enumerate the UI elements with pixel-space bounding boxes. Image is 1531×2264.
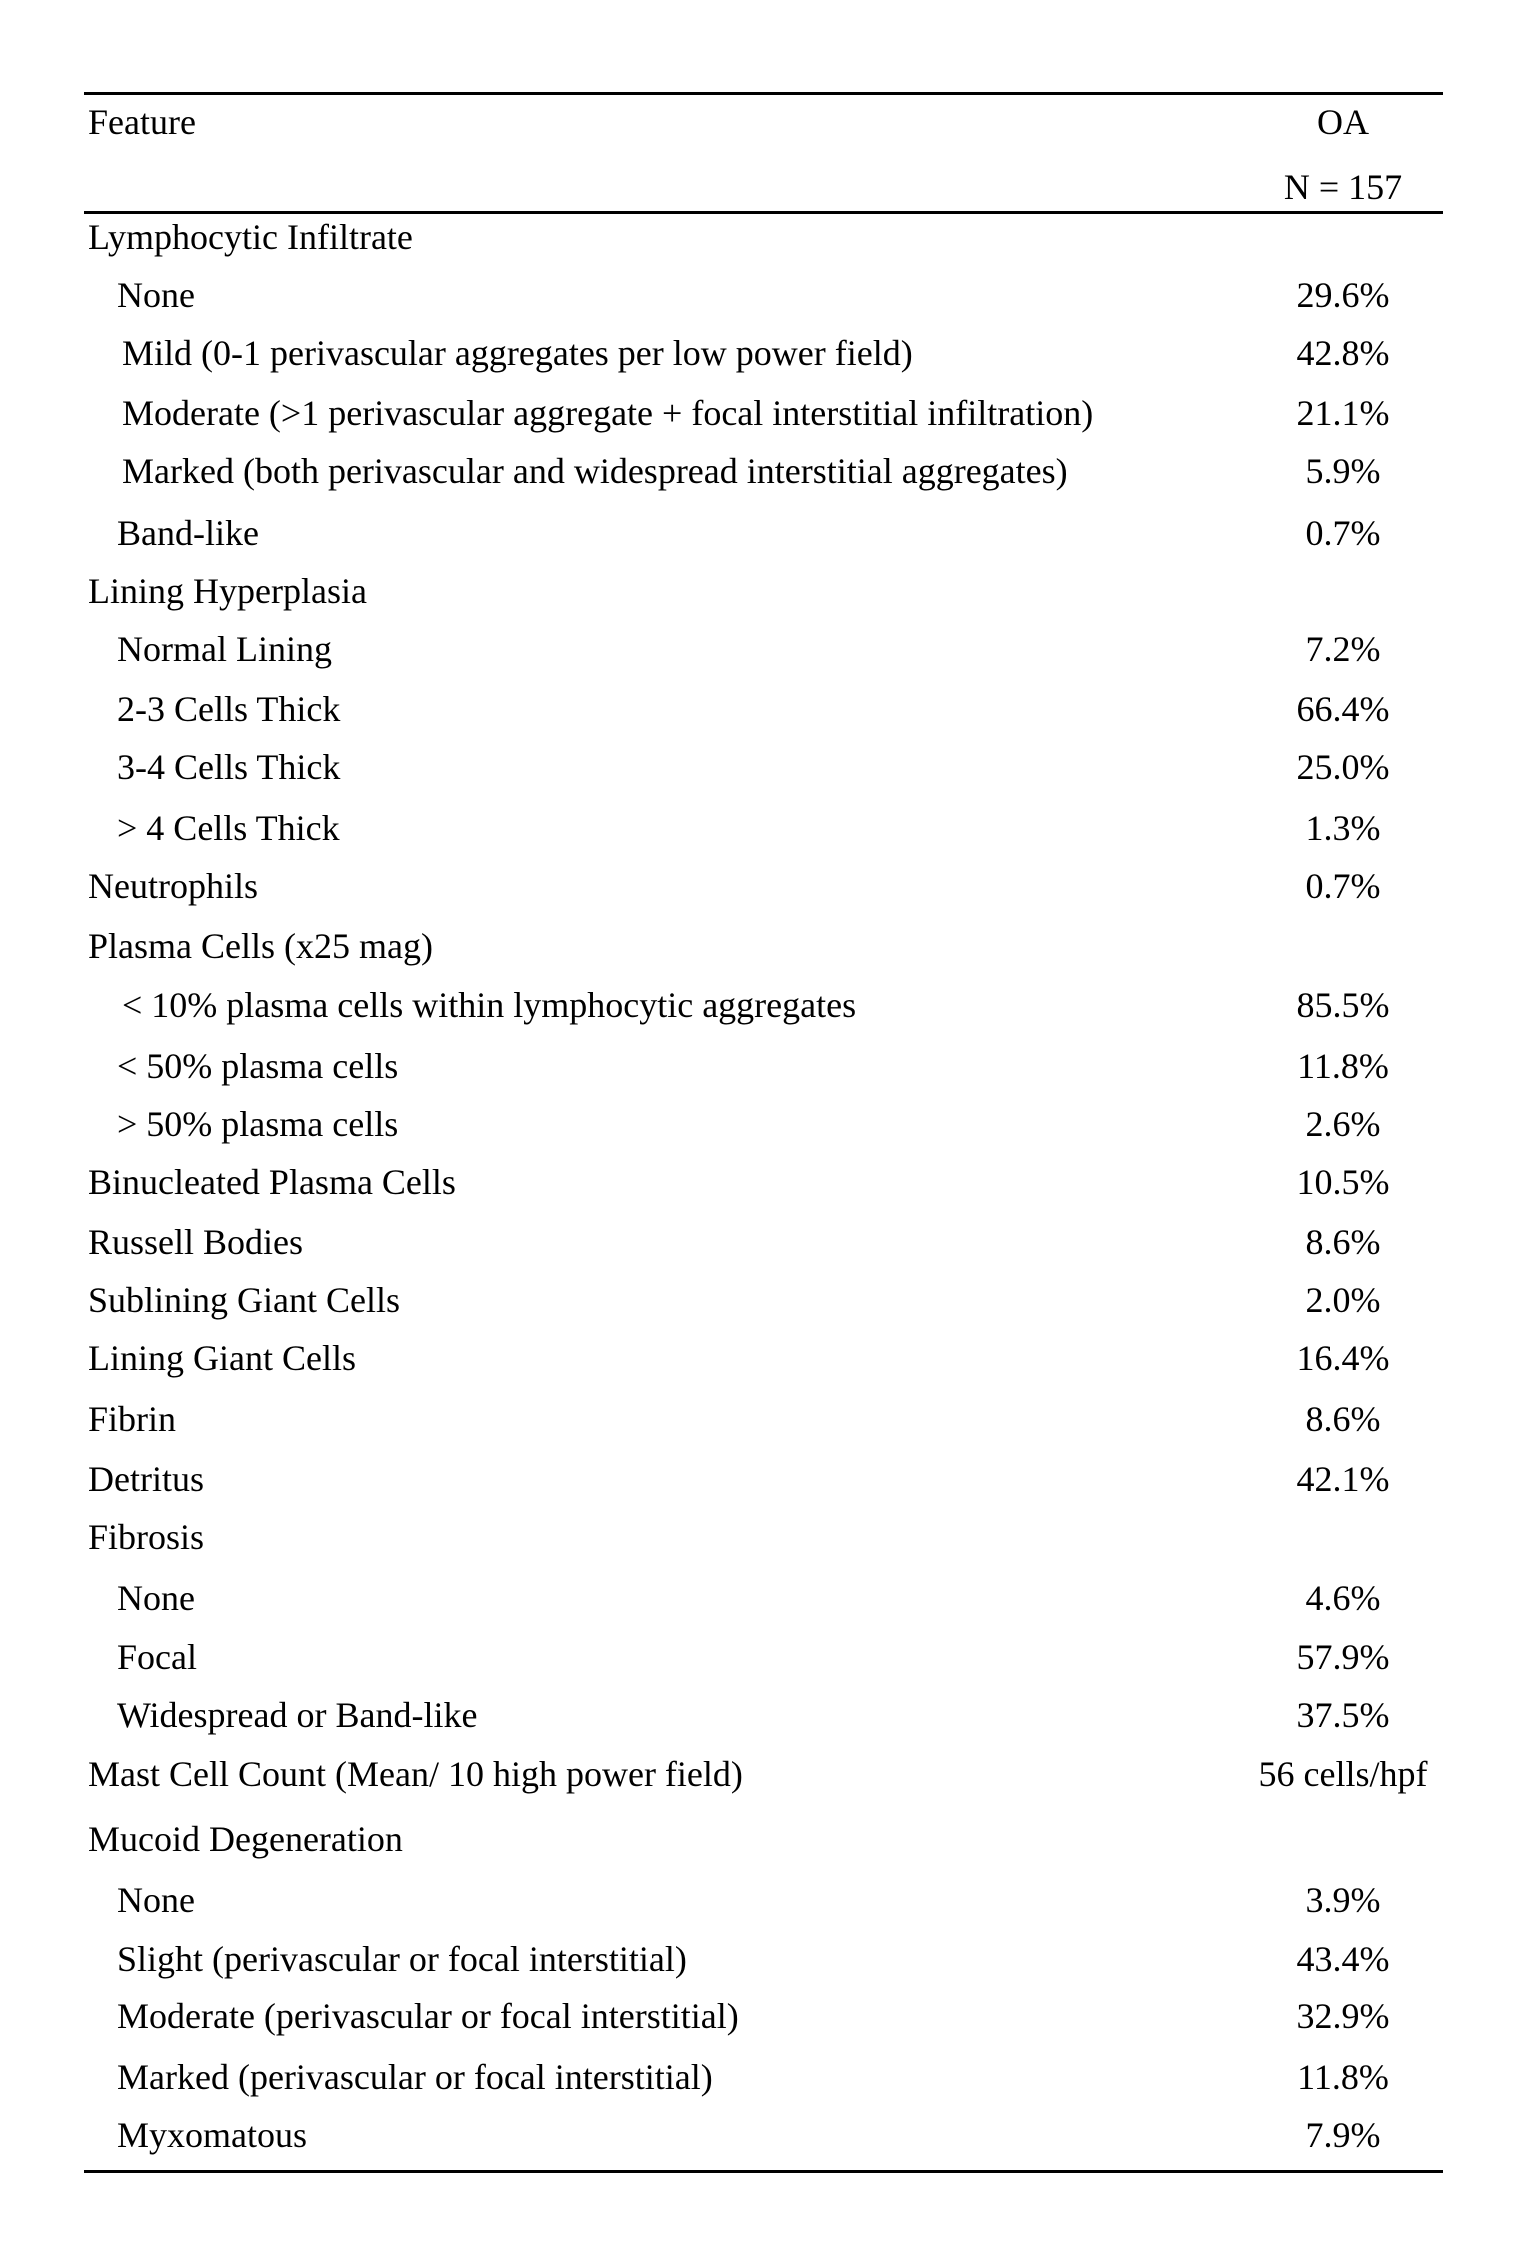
row-label: Myxomatous: [117, 2115, 308, 2155]
table-row: [0, 1340, 1531, 1376]
table-row: [0, 1461, 1531, 1497]
table-row: [0, 335, 1531, 371]
row-label: Mucoid Degeneration: [88, 1819, 403, 1859]
row-value: 3.9%: [1305, 1880, 1381, 1920]
row-label: Plasma Cells (x25 mag): [88, 926, 433, 966]
table-row: [0, 2059, 1531, 2095]
row-label: > 50% plasma cells: [117, 1104, 399, 1144]
table-row: [0, 1756, 1531, 1792]
table-row: [0, 573, 1531, 609]
row-label: Marked (both perivascular and widespread interstitial aggregates): [122, 451, 1068, 491]
row-value: 7.2%: [1305, 629, 1381, 669]
row-value: 1.3%: [1305, 808, 1381, 848]
row-label: Moderate (perivascular or focal interstitial): [117, 1996, 739, 2036]
row-label: Band-like: [117, 513, 259, 553]
row-label: Lining Hyperplasia: [88, 571, 367, 611]
row-value: 5.9%: [1305, 451, 1381, 491]
row-label: Mild (0-1 perivascular aggregates per low power field): [122, 333, 913, 373]
header-row: [0, 104, 1531, 140]
row-label: 3-4 Cells Thick: [117, 747, 341, 787]
header-group-n: N = 157: [1283, 167, 1403, 207]
row-value: 8.6%: [1305, 1222, 1381, 1262]
header-group: OA: [1317, 102, 1369, 142]
table-row: [0, 749, 1531, 785]
row-label: Fibrosis: [88, 1517, 205, 1557]
table-row: [0, 1106, 1531, 1142]
row-value: 42.8%: [1296, 333, 1390, 373]
row-value: 42.1%: [1296, 1459, 1390, 1499]
row-label: Slight (perivascular or focal interstitial): [117, 1939, 687, 1979]
table-row: [0, 1941, 1531, 1977]
row-label: Russell Bodies: [88, 1222, 304, 1262]
row-value: 7.9%: [1305, 2115, 1381, 2155]
row-label: Neutrophils: [88, 866, 258, 906]
row-label: None: [117, 1578, 195, 1618]
row-value: 8.6%: [1305, 1399, 1381, 1439]
table-row: [0, 1224, 1531, 1260]
row-label: Normal Lining: [117, 629, 332, 669]
row-label: > 4 Cells Thick: [117, 808, 340, 848]
row-value: 10.5%: [1296, 1162, 1390, 1202]
row-label: None: [117, 275, 195, 315]
row-label: < 10% plasma cells within lymphocytic aggregates: [122, 985, 857, 1025]
row-label: Binucleated Plasma Cells: [88, 1162, 456, 1202]
row-value: 85.5%: [1296, 985, 1390, 1025]
table-row: [0, 928, 1531, 964]
table-row: [0, 1998, 1531, 2034]
row-label: None: [117, 1880, 195, 1920]
row-value: 2.6%: [1305, 1104, 1381, 1144]
table-row: [0, 810, 1531, 846]
row-value: 11.8%: [1297, 2057, 1389, 2097]
table-row: [0, 987, 1531, 1023]
table-row: [0, 1048, 1531, 1084]
table-row: [0, 631, 1531, 667]
header-feature: Feature: [88, 102, 196, 142]
table-row: [0, 1519, 1531, 1555]
row-label: Focal: [117, 1637, 197, 1677]
table-row: [0, 691, 1531, 727]
row-value: 37.5%: [1296, 1695, 1390, 1735]
row-label: Sublining Giant Cells: [88, 1280, 401, 1320]
row-label: Mast Cell Count (Mean/ 10 high power field): [88, 1754, 743, 1794]
row-value: 0.7%: [1305, 866, 1381, 906]
row-value: 57.9%: [1296, 1637, 1390, 1677]
row-label: Widespread or Band-like: [117, 1695, 478, 1735]
table-row: [0, 1282, 1531, 1318]
row-value: 66.4%: [1296, 689, 1390, 729]
bottom-rule: [84, 2170, 1443, 2173]
table-row: [0, 219, 1531, 255]
table-row: [0, 1580, 1531, 1616]
row-value: 4.6%: [1305, 1578, 1381, 1618]
table-row: [0, 453, 1531, 489]
row-value: 16.4%: [1296, 1338, 1390, 1378]
row-value: 32.9%: [1296, 1996, 1390, 2036]
row-label: Marked (perivascular or focal interstitial): [117, 2057, 713, 2097]
header-rule: [84, 211, 1443, 214]
header-n-row: [0, 169, 1531, 205]
row-value: 0.7%: [1305, 513, 1381, 553]
row-value: 11.8%: [1297, 1046, 1389, 1086]
row-value: 56 cells/hpf: [1258, 1754, 1428, 1794]
table-row: [0, 1882, 1531, 1918]
row-label: Lining Giant Cells: [88, 1338, 356, 1378]
table-row: [0, 515, 1531, 551]
table-row: [0, 1697, 1531, 1733]
row-value: 2.0%: [1305, 1280, 1381, 1320]
row-value: 43.4%: [1296, 1939, 1390, 1979]
table-row: [0, 1164, 1531, 1200]
row-value: 21.1%: [1296, 393, 1390, 433]
row-value: 29.6%: [1296, 275, 1390, 315]
row-label: Moderate (>1 perivascular aggregate + focal interstitial infiltration): [122, 393, 1094, 433]
row-label: Lymphocytic Infiltrate: [88, 217, 413, 257]
row-label: < 50% plasma cells: [117, 1046, 399, 1086]
table-row: [0, 1821, 1531, 1857]
row-label: Detritus: [88, 1459, 204, 1499]
table-row: [0, 868, 1531, 904]
table-row: [0, 1639, 1531, 1675]
table-row: [0, 2117, 1531, 2153]
row-value: 25.0%: [1296, 747, 1390, 787]
table-row: [0, 1401, 1531, 1437]
row-label: 2-3 Cells Thick: [117, 689, 341, 729]
top-rule: [84, 92, 1443, 95]
table-row: [0, 277, 1531, 313]
row-label: Fibrin: [88, 1399, 177, 1439]
table-row: [0, 395, 1531, 431]
